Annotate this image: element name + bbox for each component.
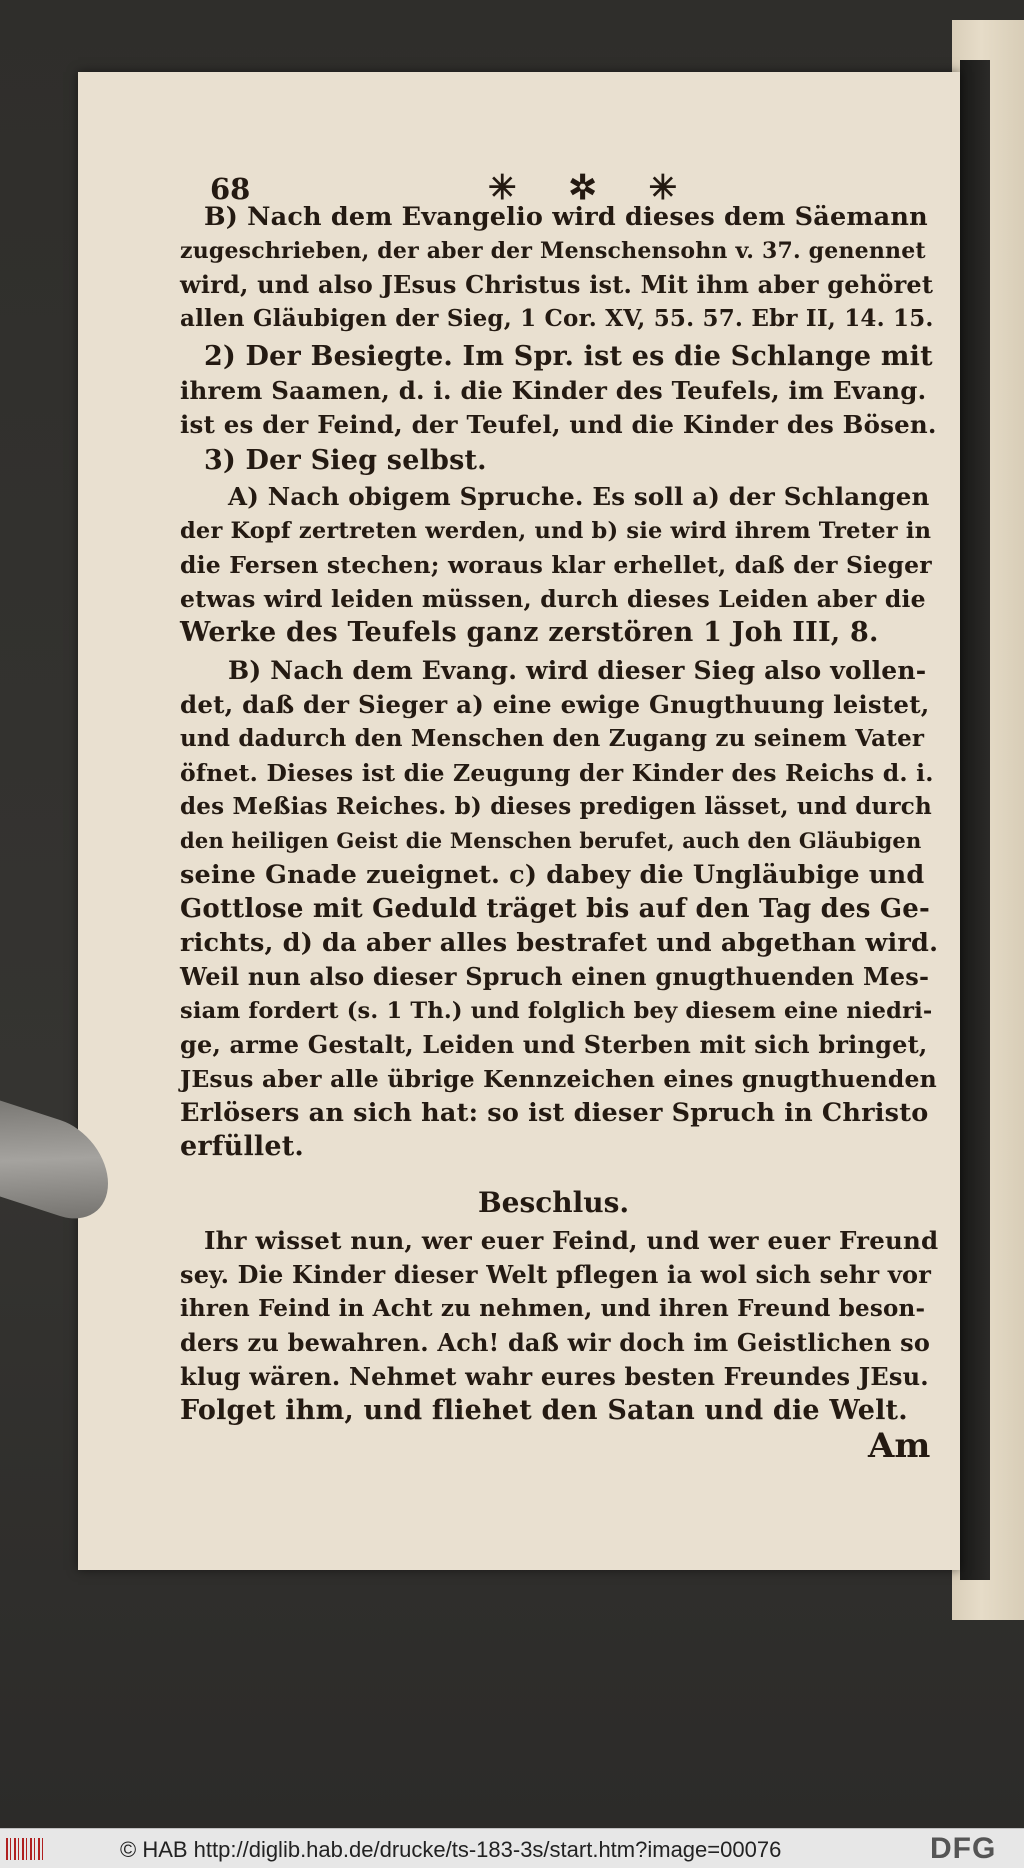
text-line: richts, d) da aber alles bestrafet und abgethan wird. [180, 928, 939, 958]
text-line: B) Nach dem Evangelio wird dieses dem Säemann [204, 202, 928, 232]
text-line: Erlösers an sich hat: so ist dieser Spruch in Christo [180, 1098, 929, 1128]
text-line: ders zu bewahren. Ach! daß wir doch im Geistlichen so [180, 1328, 931, 1357]
dfg-logo: DFG [930, 1832, 997, 1865]
text-line: Gottlose mit Geduld träget bis auf den Tag des Ge- [180, 894, 931, 924]
text-line: zugeschrieben, der aber der Menschensohn v. 37. genennet [180, 238, 926, 264]
text-line: Weil nun also dieser Spruch einen gnugthuenden Mes- [180, 962, 930, 991]
text-line: seine Gnade zueignet. c) dabey die Ungläubige und [180, 860, 925, 890]
barcode-icon [6, 1838, 46, 1860]
text-line: Ihr wisset nun, wer euer Feind, und wer euer Freund [204, 1226, 939, 1255]
text-line: B) Nach dem Evang. wird dieser Sieg also vollen- [228, 656, 927, 685]
text-line: ge, arme Gestalt, Leiden und Sterben mit sich bringet, [180, 1030, 928, 1059]
text-line: wird, und also JEsus Christus ist. Mit ihm aber gehöret [180, 270, 934, 299]
text-line: allen Gläubigen der Sieg, 1 Cor. XV, 55. 57. Ebr II, 14. 15. [180, 305, 934, 332]
book-page [78, 72, 960, 1570]
page-number: 68 [210, 172, 251, 206]
text-line: 3) Der Sieg selbst. [204, 445, 487, 476]
text-line: den heiligen Geist die Menschen berufet, auch den Gläubigen [180, 828, 922, 853]
text-line: siam fordert (s. 1 Th.) und folglich bey diesem eine niedri- [180, 998, 933, 1024]
text-line: des Meßias Reiches. b) dieses predigen lässet, und durch [180, 793, 932, 820]
book-gutter [960, 60, 990, 1580]
text-line: sey. Die Kinder dieser Welt pflegen ia wol sich sehr vor [180, 1260, 932, 1289]
page-text [78, 72, 960, 1570]
footer-bar [0, 1828, 1024, 1868]
text-line: klug wären. Nehmet wahr eures besten Freundes JEsu. [180, 1362, 929, 1391]
text-line: öfnet. Dieses ist die Zeugung der Kinder des Reichs d. i. [180, 759, 934, 787]
text-line: det, daß der Sieger a) eine ewige Gnugthuung leistet, [180, 690, 930, 719]
text-line: 2) Der Besiegte. Im Spr. ist es die Schlange mit [204, 341, 933, 372]
catchword: Am [868, 1426, 931, 1466]
text-line: ist es der Feind, der Teufel, und die Kinder des Bösen. [180, 410, 937, 439]
text-line: ihren Feind in Acht zu nehmen, und ihren Freund beson- [180, 1295, 926, 1322]
text-line: A) Nach obigem Spruche. Es soll a) der Schlangen [228, 482, 930, 511]
text-line: erfüllet. [180, 1131, 305, 1162]
text-line: ihrem Saamen, d. i. die Kinder des Teufels, im Evang. [180, 376, 927, 405]
text-line: Folget ihm, und fliehet den Satan und die Welt. [180, 1395, 908, 1426]
text-line: die Fersen stechen; woraus klar erhellet, daß der Sieger [180, 551, 932, 579]
section-heading: Beschlus. [478, 1186, 630, 1219]
text-line: und dadurch den Menschen den Zugang zu seinem Vater [180, 725, 925, 752]
text-line: JEsus aber alle übrige Kennzeichen eines gnugthuenden [180, 1065, 937, 1093]
text-line: der Kopf zertreten werden, und b) sie wird ihrem Treter in [180, 518, 932, 544]
copyright-link[interactable]: © HAB http://diglib.hab.de/drucke/ts-183-3s/start.htm?image=00076 [120, 1837, 782, 1862]
text-line: etwas wird leiden müssen, durch dieses Leiden aber die [180, 585, 926, 613]
text-line: Werke des Teufels ganz zerstören 1 Joh III, 8. [180, 617, 879, 648]
header-ornament: ✳ ✲ ✳ [488, 168, 698, 208]
